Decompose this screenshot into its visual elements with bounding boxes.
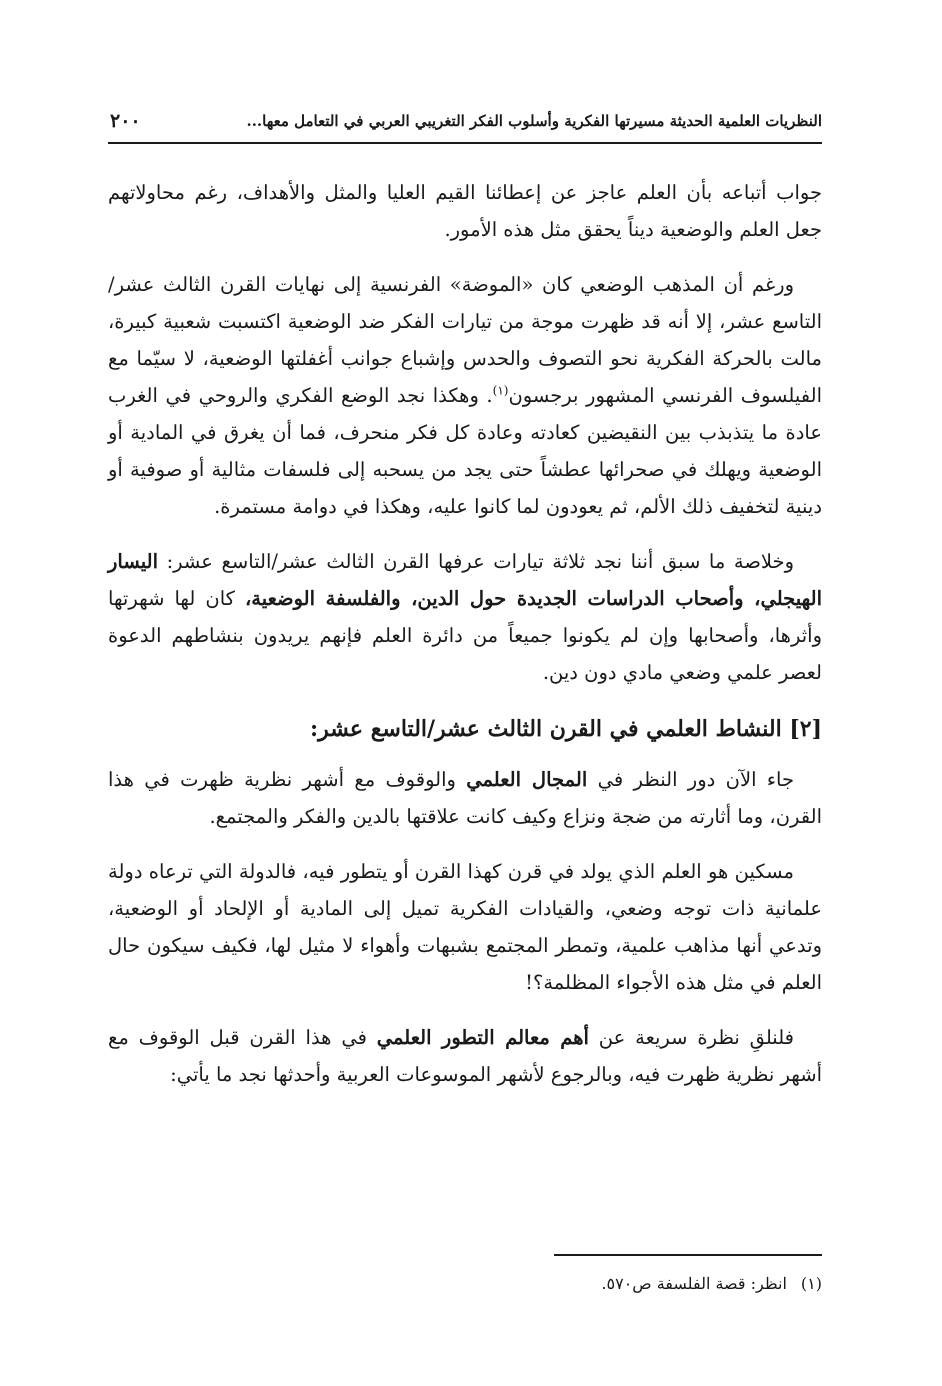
section-heading: [٢] النشاط العلمي في القرن الثالث عشر/التاسع عشر: <box>310 716 822 742</box>
paragraph-3 <box>108 543 822 691</box>
paragraph-6 <box>108 1019 822 1093</box>
paragraph-1 <box>108 174 822 248</box>
paragraph-2-text-a: ورغم أن المذهب الوضعي كان «الموضة» الفرنسية إلى نهايات القرن الثالث عشر/التاسع عشر، إلا أنه قد ظهرت موجة من تيارات الفكر ضد الوضعية اكتسبت شعبية كبيرة، مالت بالحركة الفكرية نحو التصوف والحدس وإشباع جوانب أغفلتها الوضعية، لا سيّما مع الفيلسوف الفرنسي المشهور برجسون <box>108 273 822 407</box>
body-text <box>108 174 822 1093</box>
running-header <box>108 100 822 144</box>
paragraph-2-text-b: . وهكذا نجد الوضع الفكري والروحي في الغرب عادة ما يتذبذب بين النقيضين كعادته وعادة كل فكر منحرف، فما أن يغرق في المادية أو الوضعية ويهلك في صحرائها عطشاً حتى يجد من يسحبه إلى فلسفات مثالية أو صوفية أو دينية لتخفيف ذلك الألم، ثم يعودون لما كانوا عليه، وهكذا في دوامة مستمرة. <box>108 384 822 518</box>
footnote-text: انظر: قصة الفلسفة ص٥٧٠. <box>601 1274 787 1293</box>
paragraph-1-text: جواب أتباعه بأن العلم عاجز عن إعطائنا القيم العليا والمثل والأهداف، رغم محاولاتهم جعل العلم والوضعية ديناً يحقق مثل هذه الأمور. <box>108 181 822 241</box>
paragraph-2 <box>108 266 822 525</box>
footnote-divider <box>554 1254 822 1256</box>
paragraph-3-text-a: وخلاصة ما سبق أننا نجد ثلاثة تيارات عرفها القرن الثالث عشر/التاسع عشر: <box>158 550 794 573</box>
paragraph-4-text-b: والوقوف مع أشهر نظرية ظهرت في هذا القرن، وما أثارته من ضجة ونزاع وكيف كانت علاقتها بالدين والفكر والمجتمع. <box>108 768 822 828</box>
page-number: ٢٠٠ <box>110 110 141 132</box>
paragraph-5 <box>108 853 822 1001</box>
paragraph-4-emphasis: المجال العلمي <box>466 768 588 791</box>
paragraph-6-emphasis: أهم معالم التطور العلمي <box>376 1026 589 1049</box>
paragraph-3-text-b: كان لها شهرتها وأثرها، وأصحابها وإن لم يكونوا جميعاً من دائرة العلم فإنهم يريدون بنشاطهم الدعوة لعصر علمي وضعي مادي دون دين. <box>108 587 822 684</box>
footnote-number: (١) <box>800 1274 822 1293</box>
running-title: النظريات العلمية الحديثة مسيرتها الفكرية وأسلوب الفكر التغريبي العربي في التعامل معها... <box>246 112 822 130</box>
footnote <box>601 1270 822 1298</box>
footnote-reference: (١) <box>492 383 509 398</box>
paragraph-6-text-b: في هذا القرن قبل الوقوف مع أشهر نظرية ظهرت فيه، وبالرجوع لأشهر الموسوعات العربية وأحدثها نجد ما يأتي: <box>108 1026 822 1086</box>
paragraph-4 <box>108 761 822 835</box>
paragraph-5-text: مسكين هو العلم الذي يولد في قرن كهذا القرن أو يتطور فيه، فالدولة التي ترعاه دولة علمانية ذات توجه وضعي، والقيادات الفكرية تميل إلى المادية أو الإلحاد أو الوضعية، وتدعي أنها مذاهب علمية، وتمطر المجتمع بشبهات وأهواء لا مثيل لها، فكيف سيكون حال العلم في مثل هذه الأجواء المظلمة؟! <box>108 860 822 994</box>
paragraph-4-text-a: جاء الآن دور النظر في <box>587 768 794 791</box>
paragraph-3-emphasis: اليسار الهيجلي، وأصحاب الدراسات الجديدة حول الدين، والفلسفة الوضعية، <box>108 550 823 610</box>
book-page <box>108 100 822 1360</box>
paragraph-6-text-a: فلنلقِ نظرة سريعة عن <box>588 1026 794 1049</box>
